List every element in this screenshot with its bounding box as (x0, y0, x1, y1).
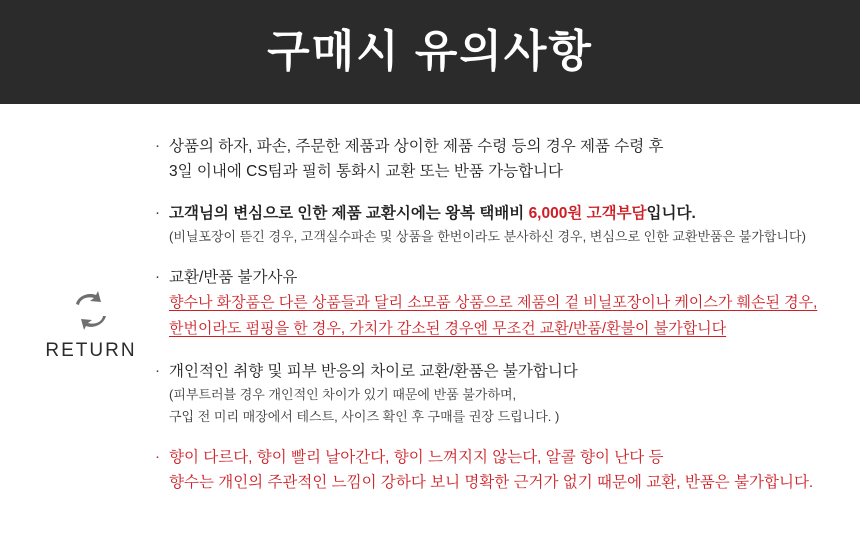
page-header (0, 0, 860, 104)
notice-item-1 (155, 134, 845, 184)
notice-subtext-2: 구입 전 미리 매장에서 테스트, 사이즈 확인 후 구매를 권장 드립니다. ) (169, 409, 560, 424)
return-badge (26, 290, 156, 362)
notice-underlined-line-2: 한번이라도 펌핑을 한 경우, 가치가 감소된 경우엔 무조건 교환/반품/환불이 불가합니다 (169, 320, 727, 337)
notice-body (0, 104, 860, 556)
notice-subtext: (비닐포장이 뜯긴 경우, 고객실수파손 및 상품을 한번이라도 분사하신 경우, 변심으로 인한 교환반품은 불가합니다) (169, 229, 806, 244)
notice-text-continued: 3일 이내에 CS팀과 필히 통화시 교환 또는 반품 가능합니다 (169, 163, 564, 180)
notice-subtext-1: (피부트러블 경우 개인적인 차이가 있기 때문에 반품 불가하며, (169, 387, 517, 402)
bullet-dot: · (155, 362, 160, 379)
notice-item-4 (155, 359, 845, 428)
return-label: RETURN (45, 340, 137, 361)
bullet-dot: · (155, 137, 160, 154)
bullet-dot: · (155, 448, 160, 465)
notice-item-5 (155, 445, 845, 495)
bullet-dot: · (155, 204, 160, 221)
return-arrows-icon (68, 290, 114, 332)
page-title: 구매시 유의사항 (267, 27, 593, 76)
notice-text-post: 입니다. (646, 205, 696, 222)
notice-text-pre: 고객님의 변심으로 인한 제품 교환시에는 왕복 택배비 (169, 205, 529, 222)
notice-underlined-line-1: 향수나 화장품은 다른 상품들과 달리 소모품 상품으로 제품의 겉 비닐포장이나 케이스가 훼손된 경우, (169, 294, 818, 311)
notice-text (169, 201, 845, 226)
notice-text: 향이 다르다, 향이 빨리 날아간다, 향이 느껴지지 않는다, 알콜 향이 난다 등 (169, 449, 664, 466)
notice-text-emphasis: 6,000원 고객부담 (528, 205, 647, 222)
notice-text: 개인적인 취향 및 피부 반응의 차이로 교환/환품은 불가합니다 (169, 363, 578, 380)
notice-item-2 (155, 201, 845, 248)
notice-text: 교환/반품 불가사유 (169, 269, 298, 286)
notice-text-continued: 향수는 개인의 주관적인 느낌이 강하다 보니 명확한 근거가 없기 때문에 교환, 반품은 불가합니다. (169, 474, 814, 491)
bullet-dot: · (155, 268, 160, 285)
notice-text: 상품의 하자, 파손, 주문한 제품과 상이한 제품 수령 등의 경우 제품 수령 후 (169, 138, 664, 155)
notice-list (155, 134, 845, 512)
notice-item-3 (155, 265, 845, 342)
